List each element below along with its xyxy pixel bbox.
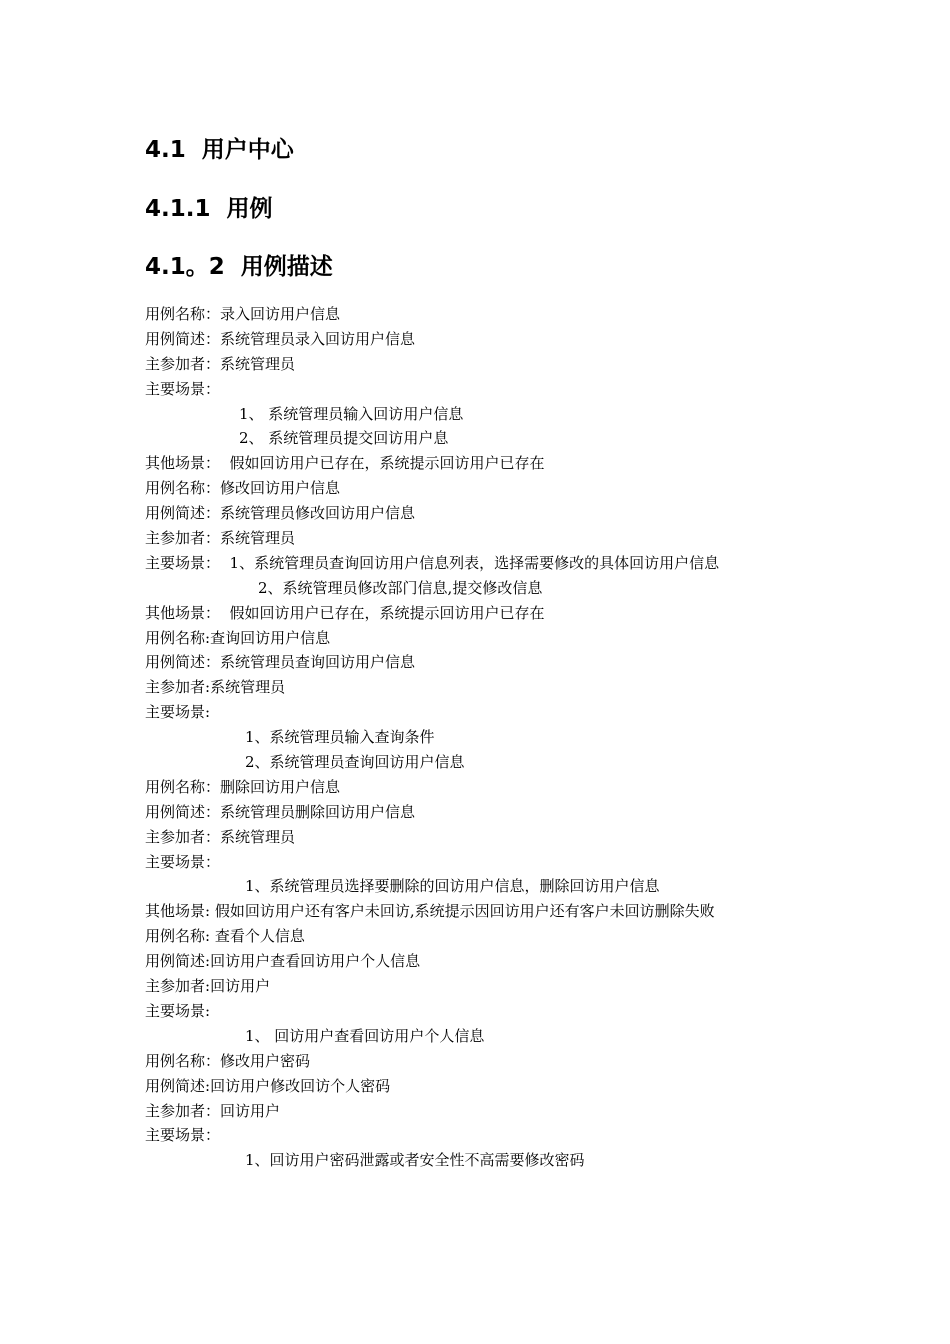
use-case-main-scenario-row (145, 999, 845, 1024)
field-label: 主要场景: (145, 1001, 211, 1020)
scenario-step: 1、 回访用户查看回访用户个人信息 (245, 1026, 485, 1045)
field-label: 主要场景: (145, 703, 211, 722)
scenario-step: 2、系统管理员查询回访用户信息 (245, 753, 465, 772)
field-label: 用例名称： (145, 479, 221, 498)
use-case-brief: 系统管理员修改回访用户信息 (220, 504, 416, 523)
use-case-brief: 回访用户修改回访个人密码 (210, 1076, 391, 1095)
field-label: 用例名称： (145, 777, 221, 796)
use-case-actor: 回访用户 (210, 977, 271, 996)
use-case-actor-row (145, 352, 845, 377)
field-label: 主参加者： (145, 1101, 221, 1120)
use-case-name: 查询回访用户信息 (210, 628, 331, 647)
field-label: 用例简述： (145, 802, 221, 821)
use-case-actor-row (145, 675, 845, 700)
field-label: 主参加者： (145, 354, 221, 373)
use-case-actor: 回访用户 (220, 1101, 281, 1120)
field-label: 其他场景： (145, 454, 221, 473)
scenario-step: 1、系统管理员选择要删除的回访用户信息，删除回访用户信息 (245, 877, 660, 896)
use-case-other-scenario-row (145, 899, 845, 924)
use-case-name: 删除回访用户信息 (220, 777, 341, 796)
scenario-step: 1、回访用户密码泄露或者安全性不高需要修改密码 (245, 1151, 585, 1170)
field-label: 主要场景： (145, 553, 221, 572)
use-case-name: 查看个人信息 (214, 927, 305, 946)
use-case-other-scenario-row (145, 601, 845, 626)
field-label: 其他场景： (145, 603, 221, 622)
subsection-heading: 4.1.1 用例 (145, 196, 273, 222)
field-label: 用例名称: (145, 927, 215, 946)
field-label: 主参加者: (145, 977, 211, 996)
use-case-main-scenario-row (145, 1123, 845, 1148)
scenario-step: 1、系统管理员输入查询条件 (245, 728, 435, 747)
use-case-name-row (145, 626, 845, 651)
subsubsection-heading: 4.1。2 用例描述 (145, 254, 333, 280)
use-case-other-scenario-row (145, 451, 845, 476)
use-case-name: 录入回访用户信息 (220, 305, 341, 323)
use-case-brief-row (145, 650, 845, 675)
field-label: 主参加者: (145, 678, 211, 697)
scenario-step: 1、系统管理员查询回访用户信息列表，选择需要修改的具体回访用户信息 (220, 553, 720, 572)
use-case-actor-row (145, 825, 845, 850)
field-label: 主要场景： (145, 1126, 221, 1145)
use-case-actor-row (145, 1099, 845, 1124)
field-label: 用例简述: (145, 1076, 211, 1095)
use-case-actor: 系统管理员 (220, 827, 296, 846)
use-case-name-row (145, 476, 845, 501)
use-case-actor: 系统管理员 (220, 529, 296, 548)
field-label: 主要场景： (145, 852, 221, 871)
field-label: 主要场景： (145, 379, 221, 398)
use-case-brief-row (145, 327, 845, 352)
field-label: 主参加者： (145, 827, 221, 846)
use-case-brief-row (145, 800, 845, 825)
field-label: 主参加者： (145, 529, 221, 548)
use-case-brief: 回访用户查看回访用户个人信息 (210, 952, 421, 971)
scenario-step: 2、 系统管理员提交回访用户息 (239, 429, 449, 448)
use-case-brief: 系统管理员录入回访用户信息 (220, 329, 416, 348)
use-case-main-scenario-row (145, 850, 845, 875)
use-case-brief-row (145, 501, 845, 526)
use-case-name: 修改回访用户信息 (220, 479, 341, 498)
use-case-actor-row (145, 974, 845, 999)
use-case-main-scenario-row (145, 551, 845, 576)
use-case-main-scenario-row (145, 700, 845, 725)
field-label: 用例简述： (145, 504, 221, 523)
use-case-brief: 系统管理员删除回访用户信息 (220, 802, 416, 821)
field-label: 用例简述： (145, 329, 221, 348)
use-case-brief-row (145, 949, 845, 974)
field-label: 用例简述: (145, 952, 211, 971)
field-label: 用例名称： (145, 305, 221, 323)
scenario-step: 2、系统管理员修改部门信息,提交修改信息 (258, 578, 543, 597)
field-label: 用例名称： (145, 1051, 221, 1070)
other-scenario: 假如回访用户已存在，系统提示回访用户已存在 (220, 603, 545, 622)
use-case-actor-row (145, 526, 845, 551)
use-case-brief: 系统管理员查询回访用户信息 (220, 653, 416, 672)
use-case-name-row (145, 924, 845, 949)
field-label: 用例名称: (145, 628, 211, 647)
use-case-actor: 系统管理员 (210, 678, 286, 697)
use-case-name-row (145, 302, 845, 327)
use-case-name-row (145, 1049, 845, 1074)
use-case-name-row (145, 775, 845, 800)
other-scenario: 假如回访用户还有客户未回访,系统提示因回访用户还有客户未回访删除失败 (214, 902, 715, 921)
scenario-step: 1、 系统管理员输入回访用户信息 (239, 404, 464, 423)
field-label: 其他场景: (145, 902, 215, 921)
use-case-actor: 系统管理员 (220, 354, 296, 373)
use-case-brief-row (145, 1074, 845, 1099)
field-label: 用例简述： (145, 653, 221, 672)
use-case-main-scenario-row (145, 377, 845, 402)
use-case-name: 修改用户密码 (220, 1051, 311, 1070)
use-case-descriptions (145, 302, 845, 1173)
section-heading: 4.1 用户中心 (145, 137, 294, 163)
other-scenario: 假如回访用户已存在，系统提示回访用户已存在 (220, 454, 545, 473)
